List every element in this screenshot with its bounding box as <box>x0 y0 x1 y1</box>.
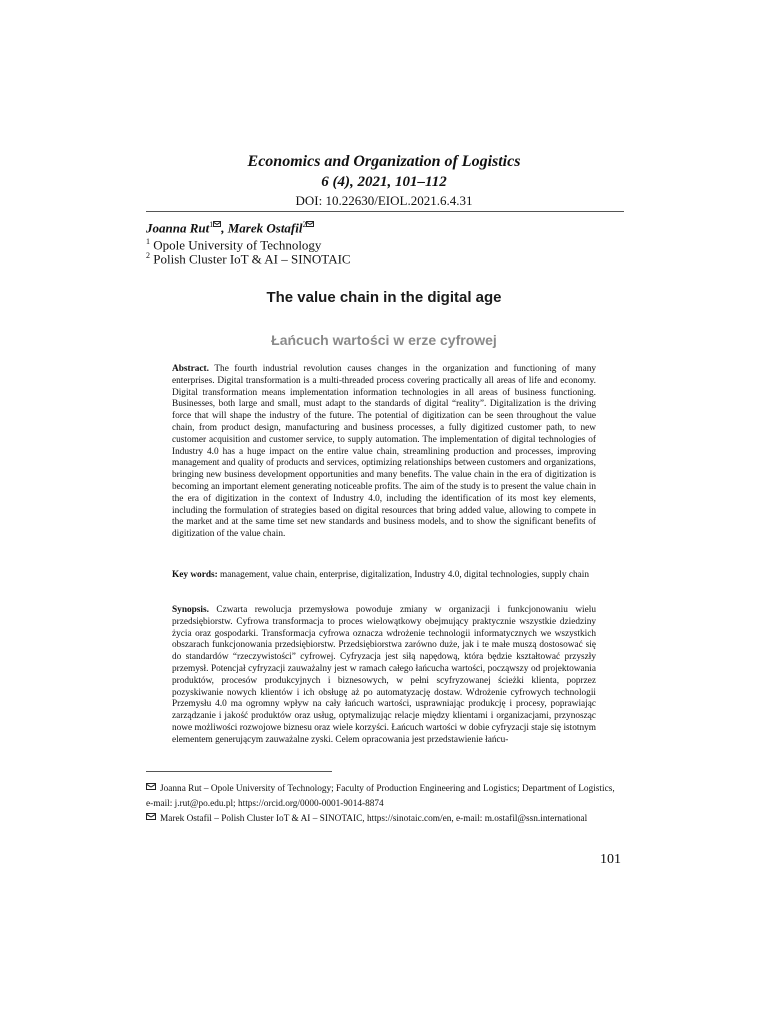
journal-issue: 6 (4), 2021, 101–112 <box>321 174 447 190</box>
synopsis-text: Czwarta rewolucja przemysłowa powoduje zmiany w organizacji i funkcjonowaniu wielu przedsiębiorstw. Cyfrowa transformacja to proces wielowątkowy obejmujący praktycznie wszystkie dziedziny życia oraz gospodarki. Transformacja cyfrowa oznacza wdrożenie technologii informatycznych we wszystkich obszarach funkcjonowania przedsiębiorstw. Przedsiębiorstwa zarówno duże, jak i te małe muszą dostosować się do standardów “rzeczywistości” cyfrowej. Cyfryzacja jest siłą napędową, która będzie kształtować przyszły przemysł. Potencjał cyfryzacji zauważalny jest w ramach całego łańcucha wartości, począwszy od projektowania produktów, procesów produkcyjnych i biznesowych, w pełni scyfryzowanej ścieżki klienta, poprzez pozyskiwanie nowych klientów i ich obsługę aż po automatyzację dostaw. Wdrożenie cyfrowych technologii Przemysłu 4.0 ma ogromny wpływ na cały łańcuch wartości, usprawniając produkcję i procesy, poprawiając zarządzanie i jakość produktów oraz usług, optymalizując relacje między klientami i organizacjami, przynosząc nowe możliwości rozwojowe biznesu oraz wiele korzyści. Łańcuch wartości w dobie cyfryzacji staje się istotnym elementem generującym zauważalne zyski. Celem opracowania jest przedstawienie łańcu- <box>172 605 596 745</box>
footnote-divider <box>146 771 332 772</box>
footnote <box>146 812 616 827</box>
synopsis-label: Synopsis. <box>172 605 209 615</box>
affiliation-text: Polish Cluster IoT & AI – SINOTAIC <box>153 251 351 267</box>
envelope-icon <box>213 221 221 227</box>
doi: DOI: 10.22630/EIOL.2021.6.4.31 <box>295 193 473 208</box>
author-affiliation-mark: 2 <box>302 220 307 229</box>
envelope-icon <box>146 813 156 820</box>
author-affiliation-mark: 1 <box>209 220 214 229</box>
author-separator: , <box>221 220 228 236</box>
page-number: 101 <box>600 852 621 867</box>
footnote-text: Joanna Rut – Opole University of Technology; Faculty of Production Engineering and Logistics; Department of Logistics, e-mail: j.rut@po.edu.pl; https://orcid.org/0000-0001-9014-8874 <box>146 784 615 809</box>
envelope-icon <box>306 221 314 227</box>
header-divider <box>146 211 624 212</box>
affiliation <box>146 248 351 267</box>
keywords-label: Key words: <box>172 570 218 580</box>
affiliation-number: 1 <box>146 237 150 246</box>
affiliation-number: 2 <box>146 251 150 260</box>
abstract-text: The fourth industrial revolution causes changes in the organization and functioning of many enterprises. Digital transformation is a multi-threaded process covering practically all areas of life and economy. Digital transformation means implementation information technologies in all areas of business functioning. Businesses, both large and small, must adapt to the standards of digital “reality”. Digitalization is the driving force that will shape the industry of the future. The potential of digitization can be seen throughout the value chain, from product design, manufacturing and business processes, a fully digitized customer path, to new customer acquisition and customer service, to supply automation. The implementation of digital technologies of Industry 4.0 has a huge impact on the entire value chain, streamlining production and processes, improving management and quality of products and services, optimizing relationships between customers and organizations, bringing new business development opportunities and many benefits. The value chain in the era of digitization is becoming an important element generating noticeable profits. The aim of the study is to present the value chain in the era of digitization in the context of Industry 4.0, including the identification of its most key elements, including the formulation of strategies based on digital resources that bring added value, allowing to compete in the market and at the same time set new standards and business models, and to show the significant benefits of digitization of the value chain. <box>172 364 596 540</box>
affiliation-text: Opole University of Technology <box>153 237 322 253</box>
abstract <box>172 364 596 541</box>
abstract-label: Abstract. <box>172 364 209 374</box>
footnote-text: Marek Ostafil – Polish Cluster IoT & AI – SINOTAIC, https://sinotaic.com/en, e-mail: m.ostafil@ssn.international <box>160 814 588 824</box>
article-title-english: The value chain in the digital age <box>266 289 502 306</box>
journal-title: Economics and Organization of Logistics <box>247 153 521 170</box>
keywords-text: management, value chain, enterprise, digitalization, Industry 4.0, digital technologies, supply chain <box>217 570 589 580</box>
author-name: Marek Ostafil <box>227 220 303 236</box>
keywords <box>172 570 596 582</box>
author-name: Joanna Rut <box>146 220 210 236</box>
article-title-polish: Łańcuch wartości w erze cyfrowej <box>271 332 497 348</box>
synopsis <box>172 605 596 747</box>
envelope-icon <box>146 783 156 790</box>
footnote <box>146 782 616 812</box>
